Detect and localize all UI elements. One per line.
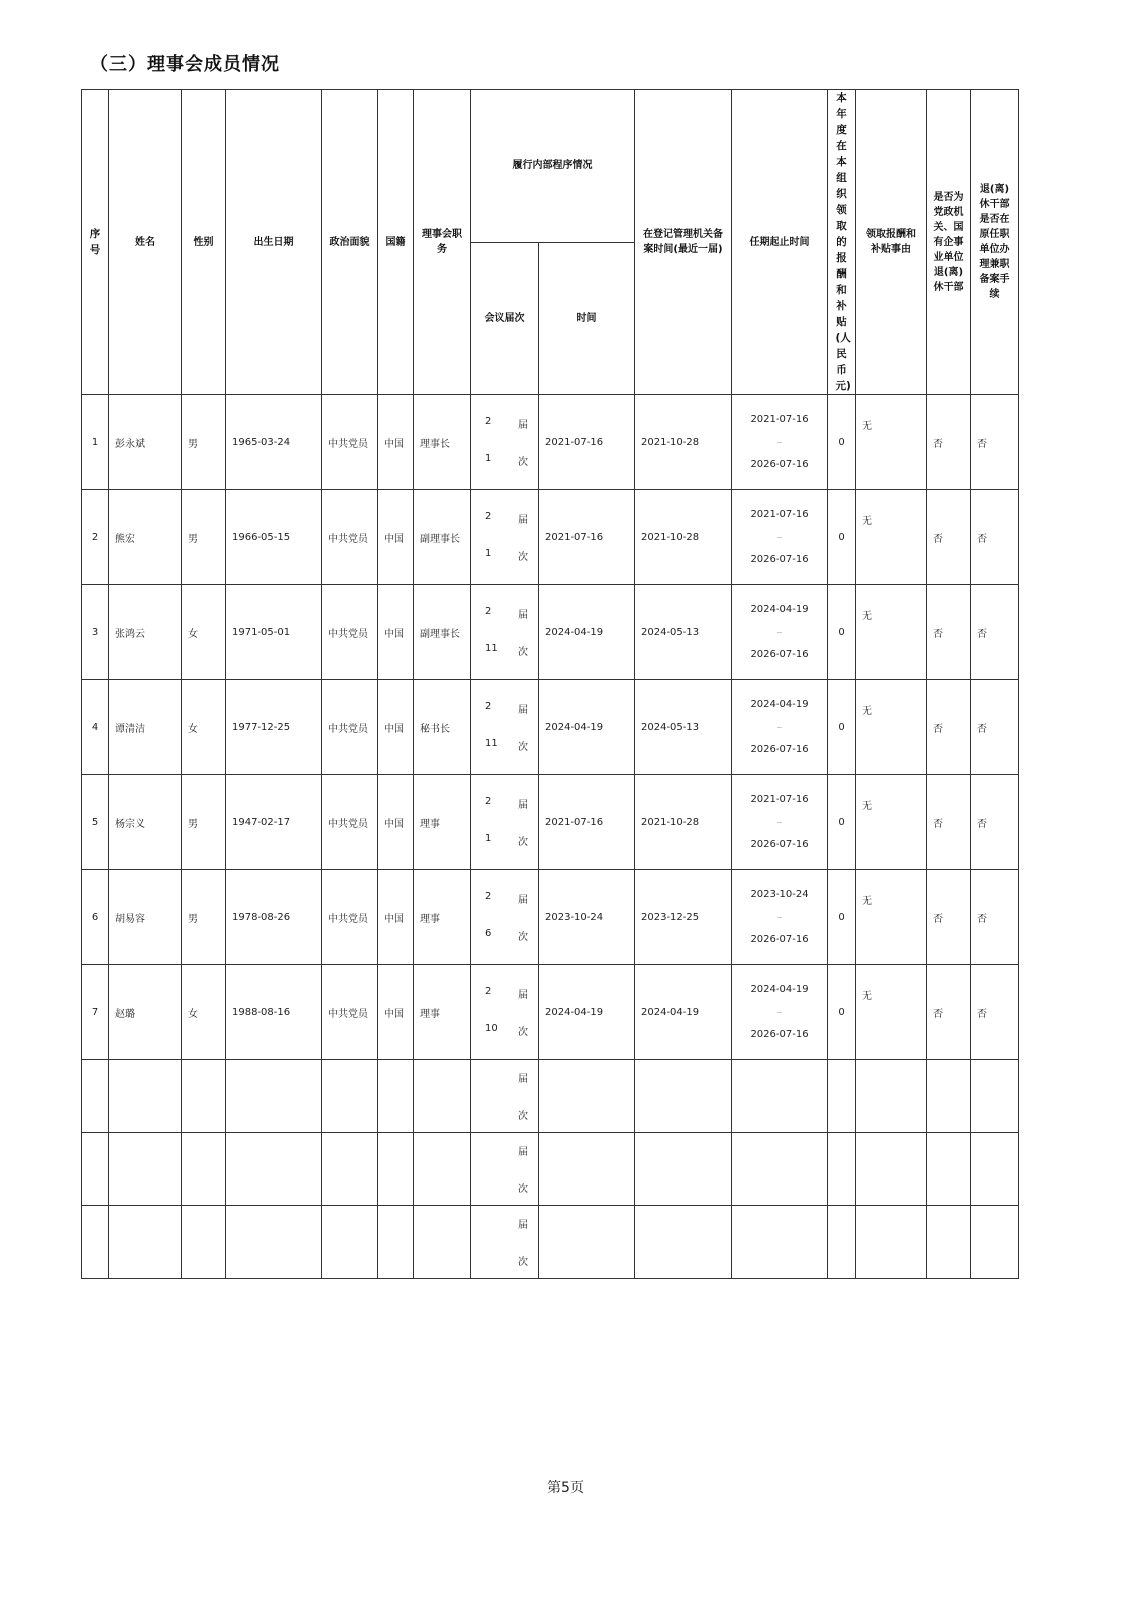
header-political: 政治面貌	[322, 90, 378, 395]
cell-filing: 2021-10-28	[635, 775, 732, 870]
empty-cell	[971, 1206, 1019, 1279]
cell-position: 理事	[414, 775, 471, 870]
cell-filing: 2023-12-25	[635, 870, 732, 965]
term-separator: ~	[776, 817, 783, 827]
cell-gender: 男	[182, 490, 226, 585]
cell-political: 中共党员	[322, 965, 378, 1060]
cell-political: 中共党员	[322, 680, 378, 775]
cell-nationality: 中国	[378, 965, 414, 1060]
session-jie-label: 届	[518, 990, 528, 1001]
cell-meeting	[471, 1060, 539, 1133]
cell-pay-reason: 无	[856, 680, 927, 775]
cell-birth: 1988-08-16	[226, 965, 322, 1060]
header-procedure: 履行内部程序情况	[471, 90, 635, 243]
session-jie-label: 届	[518, 515, 528, 526]
cell-retired-cadre: 否	[927, 585, 971, 680]
session-count: 11	[485, 643, 498, 654]
cell-filing: 2021-10-28	[635, 490, 732, 585]
cell-gender: 女	[182, 680, 226, 775]
session-number: 2	[485, 891, 492, 902]
empty-cell	[109, 1133, 182, 1206]
term-end: 2026-07-16	[750, 744, 809, 755]
cell-time: 2021-07-16	[539, 775, 635, 870]
term-separator: ~	[776, 722, 783, 732]
term-end: 2026-07-16	[750, 554, 809, 565]
cell-position: 理事长	[414, 395, 471, 490]
cell-retired-cadre: 否	[927, 965, 971, 1060]
empty-cell	[828, 1206, 856, 1279]
empty-cell	[856, 1133, 927, 1206]
session-jie-label: 届	[518, 610, 528, 621]
empty-cell	[322, 1206, 378, 1279]
cell-position: 理事	[414, 965, 471, 1060]
cell-pay: 0	[828, 775, 856, 870]
cell-term	[732, 680, 828, 775]
cell-political: 中共党员	[322, 775, 378, 870]
cell-time: 2024-04-19	[539, 585, 635, 680]
cell-pay-reason: 无	[856, 775, 927, 870]
cell-term	[732, 490, 828, 585]
cell-filing: 2021-10-28	[635, 395, 732, 490]
session-number: 2	[485, 701, 492, 712]
empty-cell	[182, 1060, 226, 1133]
cell-retired-cadre: 否	[927, 490, 971, 585]
cell-retired-cadre: 否	[927, 870, 971, 965]
cell-meeting	[471, 870, 539, 965]
empty-cell	[109, 1060, 182, 1133]
session-ci-label: 次	[518, 1027, 528, 1038]
session-ci-label: 次	[518, 837, 528, 848]
session-jie-label: 届	[518, 1220, 528, 1231]
empty-cell	[414, 1133, 471, 1206]
header-index: 序号	[82, 90, 109, 395]
empty-cell	[635, 1060, 732, 1133]
cell-index: 1	[82, 395, 109, 490]
cell-term	[732, 585, 828, 680]
cell-gender: 男	[182, 775, 226, 870]
session-count: 1	[485, 453, 492, 464]
cell-pay: 0	[828, 870, 856, 965]
cell-filing: 2024-05-13	[635, 680, 732, 775]
empty-cell	[635, 1133, 732, 1206]
cell-meeting	[471, 775, 539, 870]
empty-cell	[927, 1133, 971, 1206]
session-ci-label: 次	[518, 1257, 528, 1268]
cell-nationality: 中国	[378, 775, 414, 870]
cell-name: 彭永斌	[109, 395, 182, 490]
header-concurrent: 退(离)休干部是否在原任职单位办理兼职备案手续	[971, 90, 1019, 395]
cell-term	[732, 965, 828, 1060]
cell-pay: 0	[828, 395, 856, 490]
header-term: 任期起止时间	[732, 90, 828, 395]
term-separator: ~	[776, 912, 783, 922]
cell-name: 谭清洁	[109, 680, 182, 775]
table-row	[82, 965, 1019, 1060]
cell-concurrent: 否	[971, 965, 1019, 1060]
cell-political: 中共党员	[322, 395, 378, 490]
empty-cell	[971, 1060, 1019, 1133]
cell-political: 中共党员	[322, 490, 378, 585]
cell-time: 2021-07-16	[539, 490, 635, 585]
header-row-top	[82, 90, 1019, 243]
session-jie-label: 届	[518, 420, 528, 431]
cell-index: 4	[82, 680, 109, 775]
cell-meeting	[471, 1133, 539, 1206]
term-end: 2026-07-16	[750, 459, 809, 470]
cell-nationality: 中国	[378, 395, 414, 490]
cell-pay: 0	[828, 490, 856, 585]
cell-gender: 男	[182, 870, 226, 965]
empty-cell	[182, 1133, 226, 1206]
empty-cell	[971, 1133, 1019, 1206]
cell-meeting	[471, 1206, 539, 1279]
term-end: 2026-07-16	[750, 934, 809, 945]
empty-cell	[182, 1206, 226, 1279]
empty-cell	[927, 1060, 971, 1133]
empty-cell	[82, 1133, 109, 1206]
cell-birth: 1966-05-15	[226, 490, 322, 585]
cell-position: 秘书长	[414, 680, 471, 775]
cell-index: 6	[82, 870, 109, 965]
header-nationality: 国籍	[378, 90, 414, 395]
session-ci-label: 次	[518, 1184, 528, 1195]
session-jie-label: 届	[518, 895, 528, 906]
cell-concurrent: 否	[971, 395, 1019, 490]
session-count: 10	[485, 1023, 498, 1034]
term-separator: ~	[776, 1007, 783, 1017]
cell-name: 熊宏	[109, 490, 182, 585]
session-jie-label: 届	[518, 800, 528, 811]
empty-cell	[378, 1060, 414, 1133]
empty-cell	[226, 1206, 322, 1279]
table-row	[82, 680, 1019, 775]
cell-nationality: 中国	[378, 680, 414, 775]
table-row	[82, 395, 1019, 490]
cell-concurrent: 否	[971, 490, 1019, 585]
empty-row	[82, 1133, 1019, 1206]
term-start: 2023-10-24	[750, 889, 809, 900]
cell-term	[732, 870, 828, 965]
header-meeting: 会议届次	[471, 242, 539, 395]
term-start: 2024-04-19	[750, 699, 809, 710]
cell-pay-reason: 无	[856, 490, 927, 585]
cell-political: 中共党员	[322, 585, 378, 680]
cell-pay: 0	[828, 965, 856, 1060]
empty-row	[82, 1060, 1019, 1133]
table-row	[82, 775, 1019, 870]
empty-cell	[322, 1133, 378, 1206]
cell-political: 中共党员	[322, 870, 378, 965]
cell-time: 2021-07-16	[539, 395, 635, 490]
cell-concurrent: 否	[971, 680, 1019, 775]
empty-row	[82, 1206, 1019, 1279]
session-number: 2	[485, 511, 492, 522]
term-separator: ~	[776, 627, 783, 637]
header-time: 时间	[539, 242, 635, 395]
page-number: 第5页	[547, 1480, 584, 1496]
empty-cell	[378, 1206, 414, 1279]
session-number: 2	[485, 606, 492, 617]
cell-gender: 男	[182, 395, 226, 490]
header-pay-reason: 领取报酬和补贴事由	[856, 90, 927, 395]
cell-gender: 女	[182, 965, 226, 1060]
header-retired-cadre: 是否为党政机关、国有企事业单位退(离)休干部	[927, 90, 971, 395]
term-end: 2026-07-16	[750, 839, 809, 850]
term-start: 2021-07-16	[750, 414, 809, 425]
session-number: 2	[485, 796, 492, 807]
empty-cell	[109, 1206, 182, 1279]
term-start: 2021-07-16	[750, 509, 809, 520]
cell-filing: 2024-05-13	[635, 585, 732, 680]
session-ci-label: 次	[518, 457, 528, 468]
session-number: 2	[485, 986, 492, 997]
empty-cell	[856, 1060, 927, 1133]
cell-concurrent: 否	[971, 775, 1019, 870]
header-pay: 本年度在本组织领取的报酬和补贴(人民币元)	[828, 90, 856, 395]
cell-pay: 0	[828, 680, 856, 775]
empty-cell	[856, 1206, 927, 1279]
cell-time: 2023-10-24	[539, 870, 635, 965]
cell-meeting	[471, 965, 539, 1060]
cell-position: 副理事长	[414, 490, 471, 585]
session-count: 1	[485, 833, 492, 844]
empty-cell	[378, 1133, 414, 1206]
cell-birth: 1971-05-01	[226, 585, 322, 680]
empty-cell	[828, 1133, 856, 1206]
cell-pay-reason: 无	[856, 965, 927, 1060]
cell-position: 副理事长	[414, 585, 471, 680]
empty-cell	[732, 1060, 828, 1133]
term-end: 2026-07-16	[750, 649, 809, 660]
cell-concurrent: 否	[971, 870, 1019, 965]
term-separator: ~	[776, 437, 783, 447]
cell-time: 2024-04-19	[539, 965, 635, 1060]
cell-name: 胡易容	[109, 870, 182, 965]
cell-pay-reason: 无	[856, 870, 927, 965]
cell-concurrent: 否	[971, 585, 1019, 680]
session-count: 6	[485, 928, 492, 939]
cell-birth: 1978-08-26	[226, 870, 322, 965]
session-ci-label: 次	[518, 932, 528, 943]
empty-cell	[322, 1060, 378, 1133]
cell-retired-cadre: 否	[927, 680, 971, 775]
cell-meeting	[471, 395, 539, 490]
cell-term	[732, 775, 828, 870]
session-count: 1	[485, 548, 492, 559]
cell-time: 2024-04-19	[539, 680, 635, 775]
cell-retired-cadre: 否	[927, 775, 971, 870]
cell-index: 5	[82, 775, 109, 870]
cell-meeting	[471, 585, 539, 680]
term-start: 2024-04-19	[750, 604, 809, 615]
cell-index: 2	[82, 490, 109, 585]
header-position: 理事会职务	[414, 90, 471, 395]
empty-cell	[226, 1060, 322, 1133]
cell-pay-reason: 无	[856, 585, 927, 680]
table-row	[82, 490, 1019, 585]
empty-cell	[927, 1206, 971, 1279]
header-filing: 在登记管理机关备案时间(最近一届)	[635, 90, 732, 395]
empty-cell	[539, 1060, 635, 1133]
cell-nationality: 中国	[378, 585, 414, 680]
header-gender: 性别	[182, 90, 226, 395]
cell-meeting	[471, 680, 539, 775]
cell-retired-cadre: 否	[927, 395, 971, 490]
session-jie-label: 届	[518, 705, 528, 716]
session-jie-label: 届	[518, 1147, 528, 1158]
session-ci-label: 次	[518, 742, 528, 753]
cell-name: 张鸿云	[109, 585, 182, 680]
empty-cell	[732, 1206, 828, 1279]
term-start: 2024-04-19	[750, 984, 809, 995]
cell-birth: 1977-12-25	[226, 680, 322, 775]
cell-pay-reason: 无	[856, 395, 927, 490]
empty-cell	[226, 1133, 322, 1206]
header-birth: 出生日期	[226, 90, 322, 395]
header-name: 姓名	[109, 90, 182, 395]
session-ci-label: 次	[518, 552, 528, 563]
empty-cell	[414, 1206, 471, 1279]
term-end: 2026-07-16	[750, 1029, 809, 1040]
cell-name: 杨宗义	[109, 775, 182, 870]
cell-birth: 1965-03-24	[226, 395, 322, 490]
cell-nationality: 中国	[378, 490, 414, 585]
empty-cell	[414, 1060, 471, 1133]
cell-index: 7	[82, 965, 109, 1060]
table-row	[82, 870, 1019, 965]
empty-cell	[828, 1060, 856, 1133]
empty-cell	[732, 1133, 828, 1206]
cell-gender: 女	[182, 585, 226, 680]
session-number: 2	[485, 416, 492, 427]
empty-cell	[82, 1060, 109, 1133]
empty-cell	[539, 1133, 635, 1206]
term-start: 2021-07-16	[750, 794, 809, 805]
empty-cell	[635, 1206, 732, 1279]
empty-cell	[539, 1206, 635, 1279]
term-separator: ~	[776, 532, 783, 542]
cell-birth: 1947-02-17	[226, 775, 322, 870]
session-ci-label: 次	[518, 647, 528, 658]
cell-name: 赵璐	[109, 965, 182, 1060]
empty-cell	[82, 1206, 109, 1279]
cell-pay: 0	[828, 585, 856, 680]
cell-meeting	[471, 490, 539, 585]
session-count: 11	[485, 738, 498, 749]
table-row	[82, 585, 1019, 680]
cell-filing: 2024-04-19	[635, 965, 732, 1060]
section-title: （三）理事会成员情况	[90, 54, 280, 75]
session-ci-label: 次	[518, 1111, 528, 1122]
session-jie-label: 届	[518, 1074, 528, 1085]
cell-index: 3	[82, 585, 109, 680]
board-members-table	[81, 89, 1019, 1279]
table-body	[82, 395, 1019, 1279]
cell-term	[732, 395, 828, 490]
cell-position: 理事	[414, 870, 471, 965]
cell-nationality: 中国	[378, 870, 414, 965]
